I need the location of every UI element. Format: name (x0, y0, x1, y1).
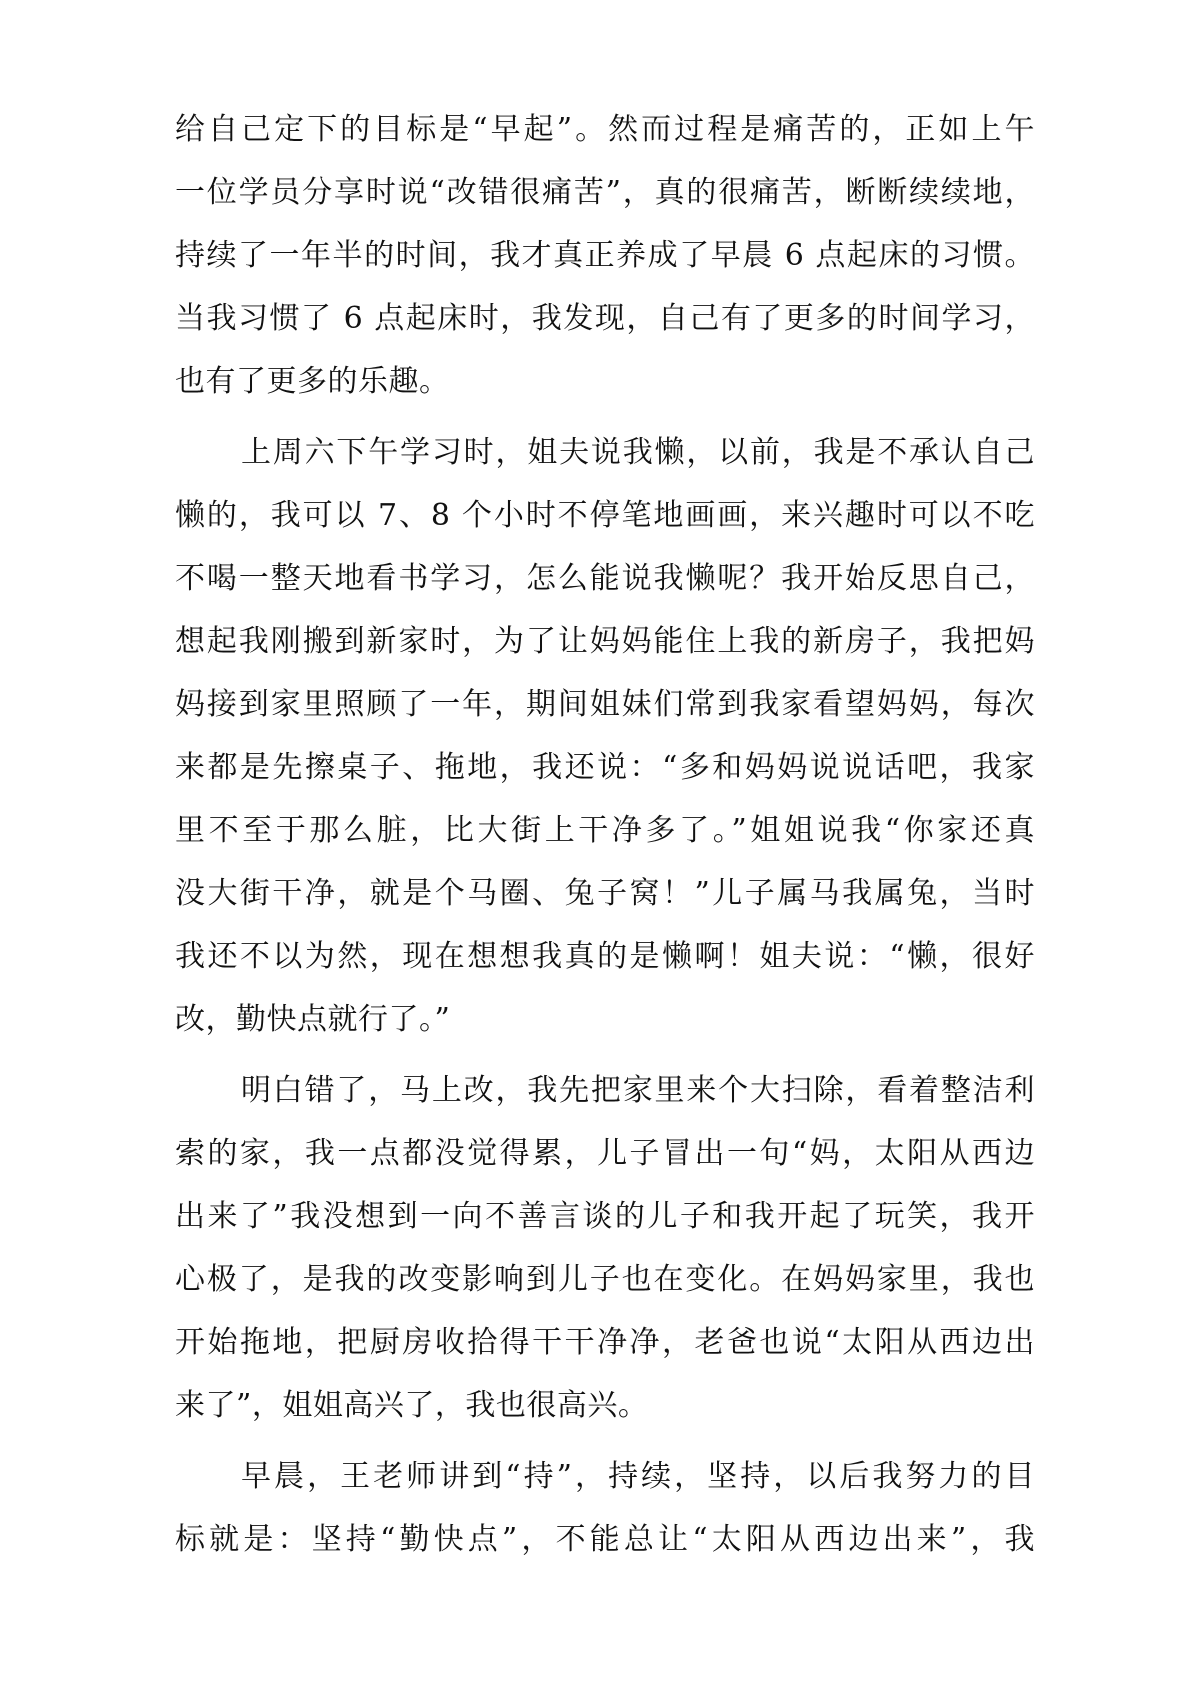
text-line: 也有了更多的乐趣。 (175, 364, 450, 399)
text-line: 索的家，我一点都没觉得累，儿子冒出一句“妈，太阳从西边 (175, 1136, 1035, 1171)
text-line: 不喝一整天地看书学习，怎么能说我懒呢？我开始反思自己， (175, 561, 1035, 596)
text-line: 早晨，王老师讲到“持”，持续，坚持，以后我努力的目 (241, 1459, 1035, 1494)
paragraph-1 (175, 98, 1035, 413)
text-line: 里不至于那么脏，比大街上干净多了。”姐姐说我“你家还真 (175, 813, 1035, 848)
text-line: 开始拖地，把厨房收拾得干干净净，老爸也说“太阳从西边出 (175, 1325, 1035, 1360)
text-line: 来了”，姐姐高兴了，我也很高兴。 (175, 1388, 649, 1423)
text-line: 妈接到家里照顾了一年，期间姐妹们常到我家看望妈妈，每次 (175, 687, 1035, 722)
paragraph-2 (175, 421, 1035, 1051)
body-text (175, 98, 1035, 1571)
paragraph-3 (175, 1059, 1035, 1437)
text-line: 来都是先擦桌子、拖地，我还说：“多和妈妈说说话吧，我家 (175, 750, 1035, 785)
text-line: 持续了一年半的时间，我才真正养成了早晨 6 点起床的习惯。 (175, 238, 1035, 273)
text-line: 上周六下午学习时，姐夫说我懒，以前，我是不承认自己 (241, 435, 1035, 470)
paragraph-gap (175, 413, 1035, 421)
text-line: 我还不以为然，现在想想我真的是懒啊！姐夫说：“懒，很好 (175, 939, 1035, 974)
text-line: 出来了”我没想到一向不善言谈的儿子和我开起了玩笑，我开 (175, 1199, 1035, 1234)
text-line: 想起我刚搬到新家时，为了让妈妈能住上我的新房子，我把妈 (175, 624, 1035, 659)
paragraph-4 (175, 1445, 1035, 1571)
text-line: 明白错了，马上改，我先把家里来个大扫除，看着整洁利 (241, 1073, 1035, 1108)
text-line: 标就是：坚持“勤快点”，不能总让“太阳从西边出来”，我 (175, 1522, 1035, 1557)
text-line: 当我习惯了 6 点起床时，我发现，自己有了更多的时间学习， (175, 301, 1035, 336)
text-line: 一位学员分享时说“改错很痛苦”，真的很痛苦，断断续续地， (175, 175, 1035, 210)
paragraph-gap (175, 1437, 1035, 1445)
text-line: 改，勤快点就行了。” (175, 1002, 451, 1037)
text-line: 心极了，是我的改变影响到儿子也在变化。在妈妈家里，我也 (175, 1262, 1035, 1297)
paragraph-gap (175, 1051, 1035, 1059)
text-line: 没大街干净，就是个马圈、兔子窝！”儿子属马我属兔，当时 (175, 876, 1035, 911)
text-line: 懒的，我可以 7、8 个小时不停笔地画画，来兴趣时可以不吃 (175, 498, 1035, 533)
text-line: 给自己定下的目标是“早起”。然而过程是痛苦的，正如上午 (175, 112, 1035, 147)
